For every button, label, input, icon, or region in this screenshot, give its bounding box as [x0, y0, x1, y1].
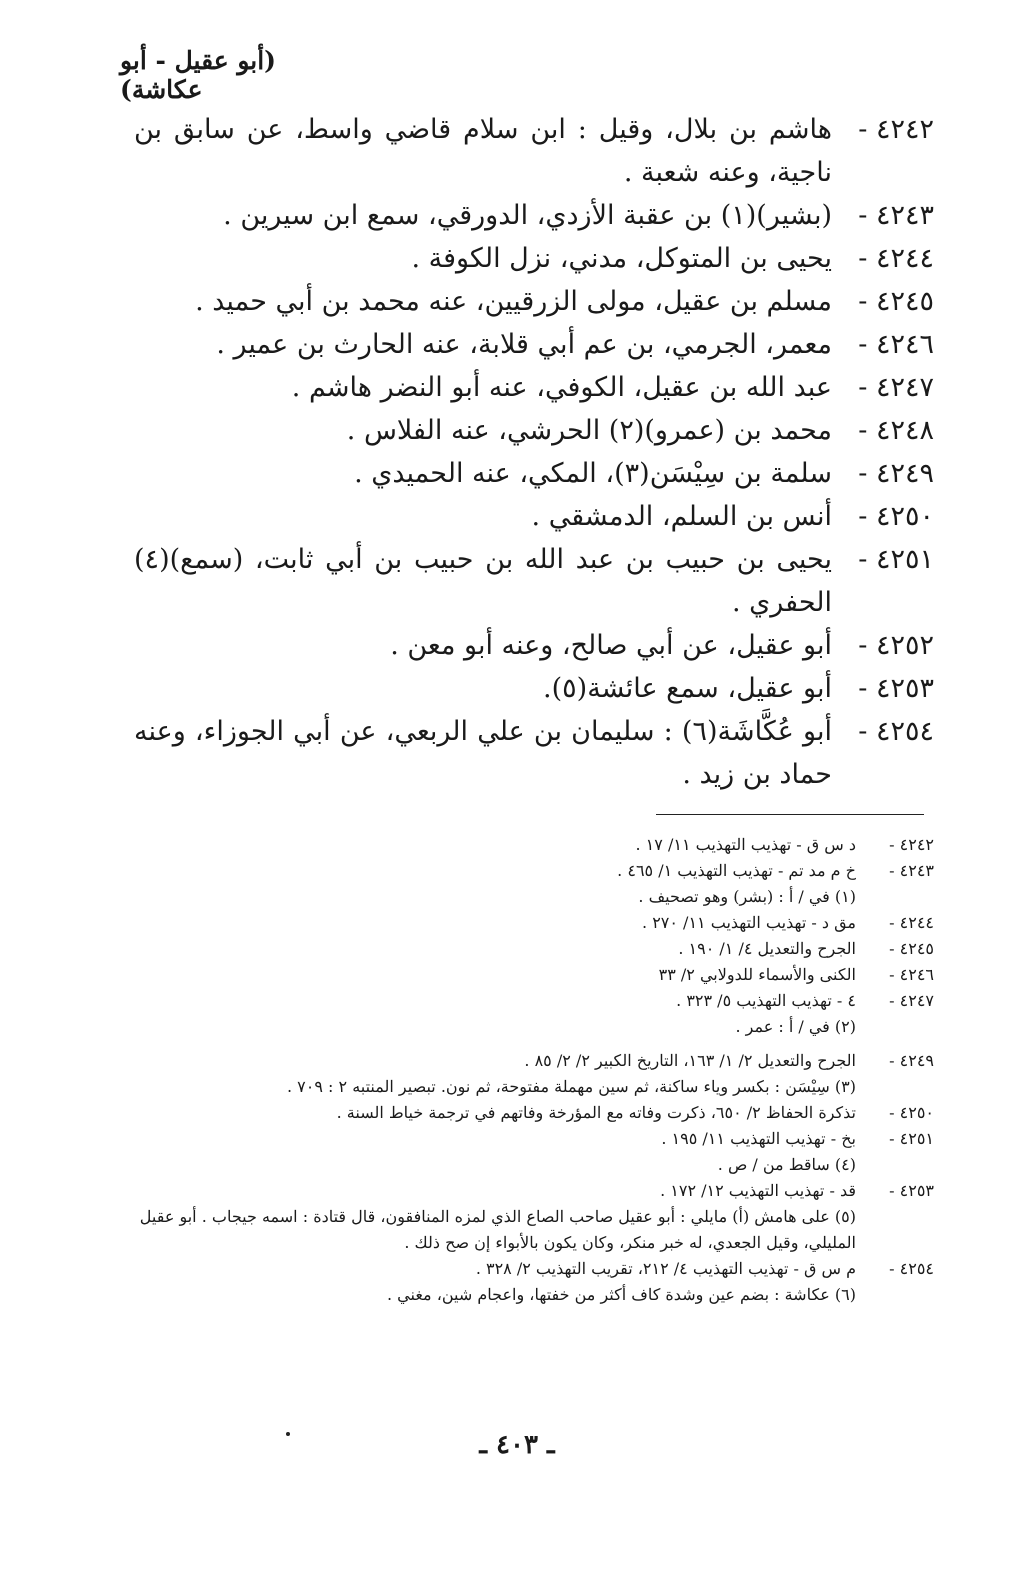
footnote-reference: [134, 1256, 934, 1282]
footnote-text: الجرح والتعديل ٢/ ١/ ١٦٣، التاريخ الكبير ٢/ ٢/ ٨٥ .: [524, 1051, 856, 1070]
footnote-reference: [134, 1126, 934, 1152]
entry-number: ٤٢٥٢ -: [858, 630, 934, 661]
footnote-entry-number: ٤٢٥٠ -: [889, 1103, 934, 1122]
footnote-entry-number: ٤٢٥١ -: [889, 1129, 934, 1148]
footnote-entry-number: ٤٢٥٣ -: [889, 1181, 934, 1200]
footnote-entry-number: ٤٢٤٢ -: [889, 835, 934, 854]
entry-number: ٤٢٤٣ -: [858, 200, 934, 231]
footnote-reference: [134, 1100, 934, 1126]
entry-number: ٤٢٤٦ -: [858, 329, 934, 360]
footnote-reference: [134, 962, 934, 988]
entry-row: [134, 280, 934, 323]
entry-text: أنس بن السلم، الدمشقي .: [531, 501, 832, 532]
entry-row: [134, 452, 934, 495]
footnote-reference: [134, 936, 934, 962]
entry-text: (بشير)(١) بن عقبة الأزدي، الدورقي، سمع ابن سيرين .: [223, 200, 832, 231]
footnotes-section: [134, 832, 934, 1308]
footnote-separator: [656, 814, 924, 815]
entry-number: ٤٢٥٠ -: [858, 501, 934, 532]
entry-number: ٤٢٤٢ -: [858, 114, 934, 145]
footnote-text: (٦) عكاشة : بضم عين وشدة كاف أكثر من خفتها، واعجام شين، مغني .: [387, 1285, 856, 1304]
entry-row: [134, 538, 934, 624]
footnote-note: [134, 884, 934, 910]
footnote-text: (١) في / أ : (بشر) وهو تصحيف .: [638, 887, 856, 906]
footnote-text: ٤ - تهذيب التهذيب ٥/ ٣٢٣ .: [676, 991, 856, 1010]
entry-row: [134, 194, 934, 237]
footnote-text: خ م مد تم - تهذيب التهذيب ١/ ٤٦٥ .: [617, 861, 856, 880]
entry-number: ٤٢٥٣ -: [858, 673, 934, 704]
entry-number: ٤٢٤٤ -: [858, 243, 934, 274]
entry-text: محمد بن (عمرو)(٢) الحرشي، عنه الفلاس .: [346, 415, 832, 446]
footnote-reference: [134, 1048, 934, 1074]
footnote-entry-number: ٤٢٤٥ -: [889, 939, 934, 958]
footnote-text: مق د - تهذيب التهذيب ١١/ ٢٧٠ .: [642, 913, 856, 932]
entry-text: أبو عقيل، عن أبي صالح، وعنه أبو معن .: [390, 630, 832, 661]
entry-row: [134, 409, 934, 452]
footnote-note: [134, 1152, 934, 1178]
entry-row: [134, 323, 934, 366]
footnote-entry-number: ٤٢٤٧ -: [889, 991, 934, 1010]
footnote-text: الكنى والأسماء للدولابي ٢/ ٣٣: [658, 965, 856, 984]
entry-number: ٤٢٥١ -: [858, 544, 934, 575]
entry-row: [134, 624, 934, 667]
footnote-note: [134, 1014, 934, 1040]
footnote-text: بخ - تهذيب التهذيب ١١/ ١٩٥ .: [661, 1129, 856, 1148]
entry-text: يحيى بن حبيب بن عبد الله بن حبيب بن أبي ثابت، (سمع)(٤) الحفري .: [134, 544, 832, 618]
entry-number: ٤٢٥٤ -: [858, 716, 934, 747]
footnote-text: د س ق - تهذيب التهذيب ١١/ ١٧ .: [635, 835, 856, 854]
footnote-text: م س ق - تهذيب التهذيب ٤/ ٢١٢، تقريب التهذيب ٢/ ٣٢٨ .: [475, 1259, 856, 1278]
entry-text: أبو عُكَّاشَة(٦) : سليمان بن علي الربعي، عن أبي الجوزاء، وعنه حماد بن زيد .: [134, 716, 832, 790]
footnote-entry-number: ٤٢٤٦ -: [889, 965, 934, 984]
footnote-entry-number: ٤٢٤٤ -: [889, 913, 934, 932]
biographical-entries: [134, 108, 934, 796]
entry-row: [134, 108, 934, 194]
entry-number: ٤٢٤٨ -: [858, 415, 934, 446]
footnote-reference: [134, 858, 934, 884]
page-number: ـ ٤٠٣ ـ: [479, 1430, 555, 1460]
entry-text: مسلم بن عقيل، مولى الزرقيين، عنه محمد بن أبي حميد .: [195, 286, 832, 317]
entry-row: [134, 667, 934, 710]
entry-text: معمر، الجرمي، بن عم أبي قلابة، عنه الحارث بن عمير .: [216, 329, 832, 360]
footnote-text: (٤) ساقط من / ص .: [717, 1155, 856, 1174]
footnote-entry-number: ٤٢٤٣ -: [889, 861, 934, 880]
running-header: (أبو عقيل - أبو عكاشة): [120, 46, 276, 104]
entry-row: [134, 237, 934, 280]
entry-text: يحيى بن المتوكل، مدني، نزل الكوفة .: [411, 243, 832, 274]
entry-row: [134, 366, 934, 409]
footnote-text: الجرح والتعديل ٤/ ١/ ١٩٠ .: [678, 939, 856, 958]
entry-text: سلمة بن سِيْسَن(٣)، المكي، عنه الحميدي .: [354, 458, 832, 489]
entry-number: ٤٢٤٥ -: [858, 286, 934, 317]
footnote-text: تذكرة الحفاظ ٢/ ٦٥٠، ذكرت وفاته مع المؤرخة وفاتهم في ترجمة خياط السنة .: [336, 1103, 856, 1122]
entry-text: عبد الله بن عقيل، الكوفي، عنه أبو النضر هاشم .: [291, 372, 832, 403]
footnote-entry-number: ٤٢٤٩ -: [889, 1051, 934, 1070]
entry-row: [134, 495, 934, 538]
footnote-reference: [134, 910, 934, 936]
footnote-note: [134, 1074, 934, 1100]
entry-text: أبو عقيل، سمع عائشة(٥).: [543, 673, 832, 704]
entry-row: [134, 710, 934, 796]
footnote-text: قد - تهذيب التهذيب ١٢/ ١٧٢ .: [660, 1181, 856, 1200]
footnote-reference: [134, 988, 934, 1014]
footnote-note: [134, 1204, 934, 1256]
footnote-reference: [134, 1178, 934, 1204]
footnote-text: (٢) في / أ : عمر .: [735, 1017, 856, 1036]
footnote-note: [134, 1282, 934, 1308]
footnote-text: (٥) على هامش (أ) مايلي : أبو عقيل صاحب الصاع الذي لمزه المنافقون، قال قتادة : اسمه جيجاب . أبو عقيل المليلي، وقيل الجعدي، له خبر منكر، وكان يكون بالأبواء إن صح ذلك .: [139, 1207, 856, 1252]
entry-text: هاشم بن بلال، وقيل : ابن سلام قاضي واسط، عن سابق بن ناجية، وعنه شعبة .: [134, 114, 832, 188]
entry-number: ٤٢٤٧ -: [858, 372, 934, 403]
entry-number: ٤٢٤٩ -: [858, 458, 934, 489]
footnote-reference: [134, 832, 934, 858]
footnote-entry-number: ٤٢٥٤ -: [889, 1259, 934, 1278]
footnote-text: (٣) سِيْسَن : بكسر وياء ساكنة، ثم سين مهملة مفتوحة، ثم نون. تبصير المنتبه ٢ : ٧٠٩ .: [287, 1077, 856, 1096]
